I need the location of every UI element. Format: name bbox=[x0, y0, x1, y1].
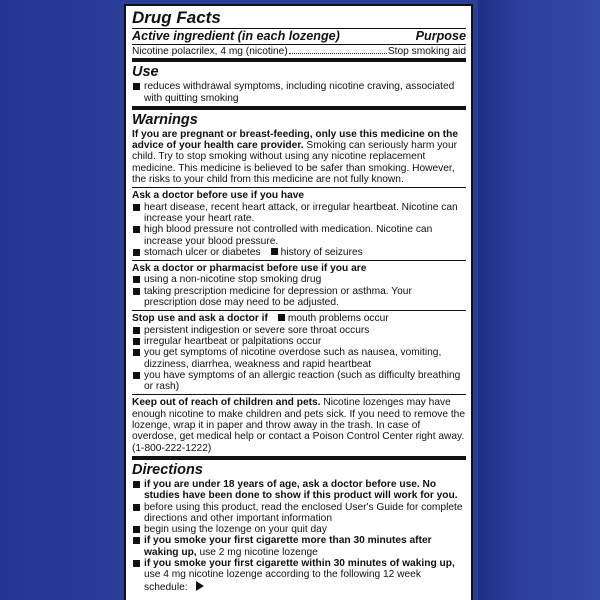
stop-use-heading: Stop use and ask a doctor if bbox=[132, 313, 268, 325]
list-item: if you smoke your first cigarette more than 30 minutes after waking up, use 2 mg nicotine lozenge bbox=[132, 535, 466, 558]
list-item: if you smoke your first cigarette within 30 minutes of waking up, use 4 mg nicotine lozenge according to the following 12 week schedule: bbox=[132, 558, 466, 593]
square-bullet-icon bbox=[133, 481, 140, 488]
package-background-right bbox=[478, 0, 600, 600]
list-item: before using this product, read the enclosed User's Guide for complete directions and other important information bbox=[132, 502, 466, 525]
square-bullet-icon bbox=[133, 276, 140, 283]
drug-facts-title: Drug Facts bbox=[132, 8, 466, 29]
list-item: reduces withdrawal symptoms, including nicotine craving, associated with quitting smoking bbox=[132, 81, 466, 104]
ingredient-purpose: Stop smoking aid bbox=[387, 46, 466, 57]
ask-doctor-section bbox=[132, 187, 466, 260]
package-background-left bbox=[0, 0, 122, 600]
keep-out-of-reach-section: Keep out of reach of children and pets. Nicotine lozenges may have enough nicotine to make children and pets sick. If you need to remove the lozenge, wrap it in paper and throw away in the trash. In case of overdose, get medical help or contact a Poison Control Center right away. (1-800-222-1222) bbox=[132, 394, 466, 455]
list-item: heart disease, recent heart attack, or irregular heartbeat. Nicotine can increase your heart rate. bbox=[132, 202, 466, 225]
square-bullet-icon bbox=[133, 288, 140, 295]
purpose-heading: Purpose bbox=[415, 29, 466, 43]
square-bullet-icon bbox=[278, 314, 285, 321]
list-item: if you are under 18 years of age, ask a doctor before use. No studies have been done to show if this product will work for you. bbox=[132, 479, 466, 502]
dot-leader bbox=[289, 45, 387, 54]
square-bullet-icon bbox=[133, 537, 140, 544]
square-bullet-icon bbox=[133, 226, 140, 233]
use-section bbox=[132, 58, 466, 106]
square-bullet-icon bbox=[133, 249, 140, 256]
list-item: stomach ulcer or diabetes history of seizures bbox=[132, 247, 466, 258]
active-ingredient-header bbox=[132, 29, 466, 45]
stop-use-section bbox=[132, 310, 466, 394]
square-bullet-icon bbox=[271, 248, 278, 255]
list-item: high blood pressure not controlled with medication. Nicotine can increase your blood pressure. bbox=[132, 224, 466, 247]
drug-facts-panel bbox=[124, 4, 473, 600]
square-bullet-icon bbox=[133, 327, 140, 334]
square-bullet-icon bbox=[133, 83, 140, 90]
square-bullet-icon bbox=[133, 372, 140, 379]
directions-section bbox=[132, 456, 466, 595]
list-item: you get symptoms of nicotine overdose such as nausea, vomiting, dizziness, diarrhea, weakness and rapid heartbeat bbox=[132, 347, 466, 370]
square-bullet-icon bbox=[133, 338, 140, 345]
ask-doctor-heading: Ask a doctor before use if you have bbox=[132, 190, 305, 202]
square-bullet-icon bbox=[133, 560, 140, 567]
square-bullet-icon bbox=[133, 349, 140, 356]
active-ingredient-row bbox=[132, 45, 466, 58]
list-item: using a non-nicotine stop smoking drug bbox=[132, 274, 466, 285]
square-bullet-icon bbox=[133, 504, 140, 511]
use-heading: Use bbox=[132, 64, 159, 81]
right-triangle-icon bbox=[196, 581, 204, 591]
list-item: persistent indigestion or severe sore throat occurs bbox=[132, 325, 466, 336]
ask-pharmacist-heading: Ask a doctor or pharmacist before use if you are bbox=[132, 263, 367, 275]
ask-pharmacist-section bbox=[132, 260, 466, 310]
square-bullet-icon bbox=[133, 204, 140, 211]
stop-use-heading-row: Stop use and ask a doctor if mouth problems occur bbox=[132, 313, 389, 325]
directions-heading: Directions bbox=[132, 461, 203, 478]
warnings-section bbox=[132, 106, 466, 187]
pregnancy-warning: If you are pregnant or breast-feeding, only use this medicine on the advice of your health care provider. Smoking can seriously harm your child. Try to stop smoking without using any nicotine replacement medicine. This medicine is believed to be safer than smoking. However, the risks to your child from this medicine are not fully known. bbox=[132, 128, 459, 186]
list-item: taking prescription medicine for depression or asthma. Your prescription dose may need to be adjusted. bbox=[132, 286, 466, 309]
ingredient-name: Nicotine polacrilex, 4 mg (nicotine) bbox=[132, 46, 288, 57]
warnings-heading: Warnings bbox=[132, 111, 198, 128]
list-item: begin using the lozenge on your quit day bbox=[132, 524, 466, 535]
square-bullet-icon bbox=[133, 526, 140, 533]
list-item: irregular heartbeat or palpitations occur bbox=[132, 336, 466, 347]
list-item: you have symptoms of an allergic reaction (such as difficulty breathing or rash) bbox=[132, 370, 466, 393]
active-ingredient-heading: Active ingredient (in each lozenge) bbox=[132, 29, 340, 43]
